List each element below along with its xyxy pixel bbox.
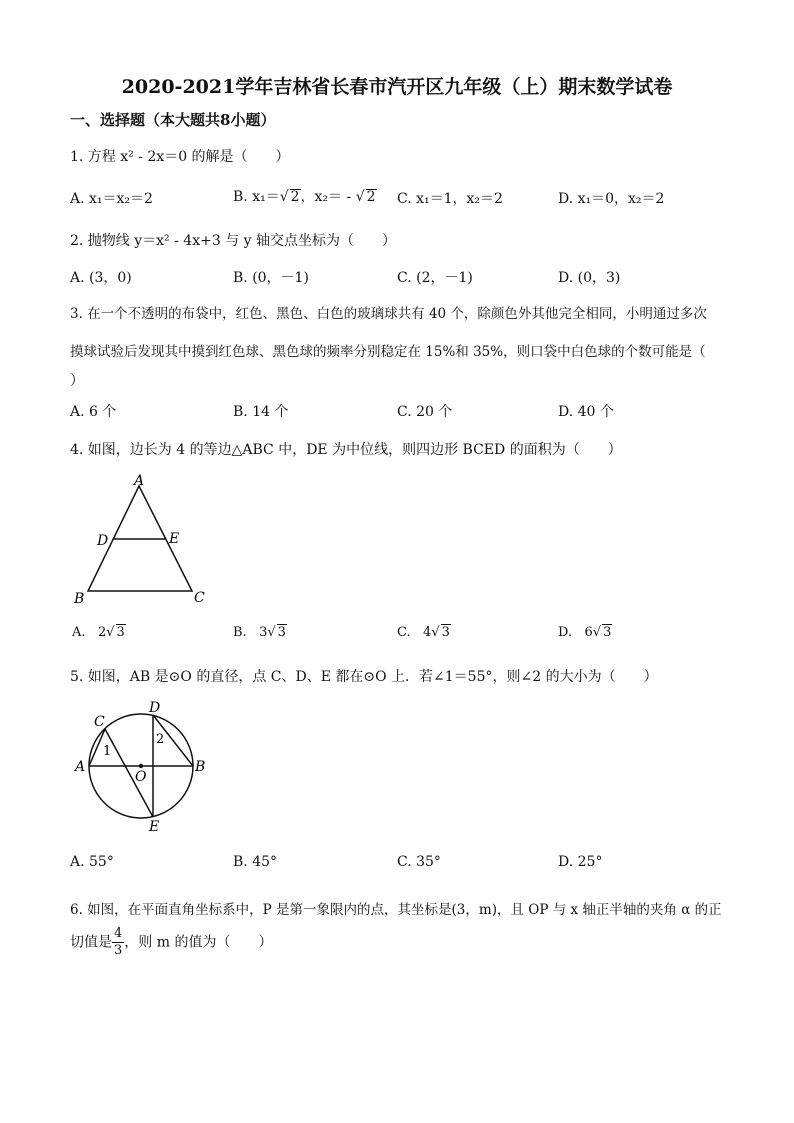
section-heading: 一、选择题（本大题共8小题） — [70, 111, 276, 129]
fraction: $\frac{4}{3}$ — [114, 926, 123, 958]
label-d: D — [149, 700, 161, 716]
label-a: A — [75, 759, 86, 775]
question-3-option-c: C. 20 个 — [397, 404, 453, 420]
question-1-option-a: A. x₁＝x₂＝2 — [70, 191, 153, 207]
question-1-option-b: B. x₁＝√ 2，x₂＝ - √ 2 — [233, 189, 376, 205]
page-title: 2020-2021学年吉林省长春市汽开区九年级（上）期末数学试卷 — [121, 76, 673, 98]
question-1-option-d: D. x₁＝0，x₂＝2 — [558, 191, 665, 207]
angle-2-label: 2 — [156, 732, 165, 747]
question-6-line-1: 6. 如图，在平面直角坐标系中，P 是第一象限内的点，其坐标是(3，m)，且 OP 与 x 轴正半轴的夹角 α 的正 — [70, 902, 722, 918]
question-4-option-b: B. 3√ 3 — [233, 625, 286, 640]
sqrt-sign: √ 2 — [355, 189, 376, 205]
question-3-option-d: D. 40 个 — [558, 404, 614, 420]
sqrt-sign: √ 3 — [267, 625, 286, 640]
sqrt-sign: √ 3 — [592, 625, 612, 640]
question-3-line-2: 摸球试验后发现其中摸到红色球、黑色球的频率分别稳定在 15%和 35%，则口袋中白色球的个数可能是（ — [70, 344, 706, 360]
question-2-option-b: B. (0，－1) — [233, 270, 309, 286]
question-6-line-2: 切值是 $\frac{4}{3}$ ，则 m 的值为（ ） — [70, 926, 273, 958]
label-e: E — [149, 819, 160, 835]
question-1-option-c: C. x₁＝1，x₂＝2 — [397, 191, 503, 207]
question-4-stem: 4. 如图，边长为 4 的等边△ABC 中，DE 为中位线，则四边形 BCED 的面积为（ ） — [70, 442, 622, 458]
question-4-option-a: A. 2√ 3 — [72, 625, 125, 640]
label-c: C — [94, 714, 105, 730]
angle-1-label: 1 — [103, 744, 112, 759]
question-2-option-d: D. (0，3) — [558, 270, 621, 286]
label-b: B — [74, 591, 85, 607]
triangle-figure — [68, 470, 218, 610]
label-a: A — [134, 473, 145, 489]
circle-figure — [70, 696, 220, 841]
label-b: B — [195, 759, 206, 775]
sqrt-sign: √ 2 — [279, 189, 300, 205]
question-3-line-1: 3. 在一个不透明的布袋中，红色、黑色、白色的玻璃球共有 40 个，除颜色外其他完全相同，小明通过多次 — [70, 306, 707, 322]
question-2-stem: 2. 抛物线 y＝x² - 4x+3 与 y 轴交点坐标为（ ） — [70, 233, 397, 249]
label-o: O — [135, 769, 147, 785]
label-d: D — [97, 533, 109, 549]
question-5-option-c: C. 35° — [397, 854, 441, 870]
sqrt-sign: √ 3 — [431, 625, 450, 640]
question-1-stem: 1. 方程 x² - 2x＝0 的解是（ ） — [70, 149, 290, 165]
question-3-option-b: B. 14 个 — [233, 404, 289, 420]
question-5-option-d: D. 25° — [558, 854, 603, 870]
label-c: C — [194, 590, 205, 606]
question-2-option-a: A. (3，0) — [70, 270, 132, 286]
question-5-stem: 5. 如图，AB 是⊙O 的直径，点 C、D、E 都在⊙O 上．若∠1＝55°，则∠2 的大小为（ ） — [70, 669, 658, 685]
sqrt-sign: √ 3 — [106, 625, 125, 640]
center-point — [139, 764, 143, 768]
question-3-option-a: A. 6 个 — [70, 404, 117, 420]
question-5-option-a: A. 55° — [70, 854, 114, 870]
question-2-option-c: C. (2，－1) — [397, 270, 473, 286]
label-e: E — [169, 531, 180, 547]
question-4-option-d: D. 6√ 3 — [558, 625, 612, 640]
question-3-line-3: ） — [70, 373, 84, 389]
question-5-option-b: B. 45° — [233, 854, 278, 870]
question-4-option-c: C. 4√ 3 — [397, 625, 450, 640]
